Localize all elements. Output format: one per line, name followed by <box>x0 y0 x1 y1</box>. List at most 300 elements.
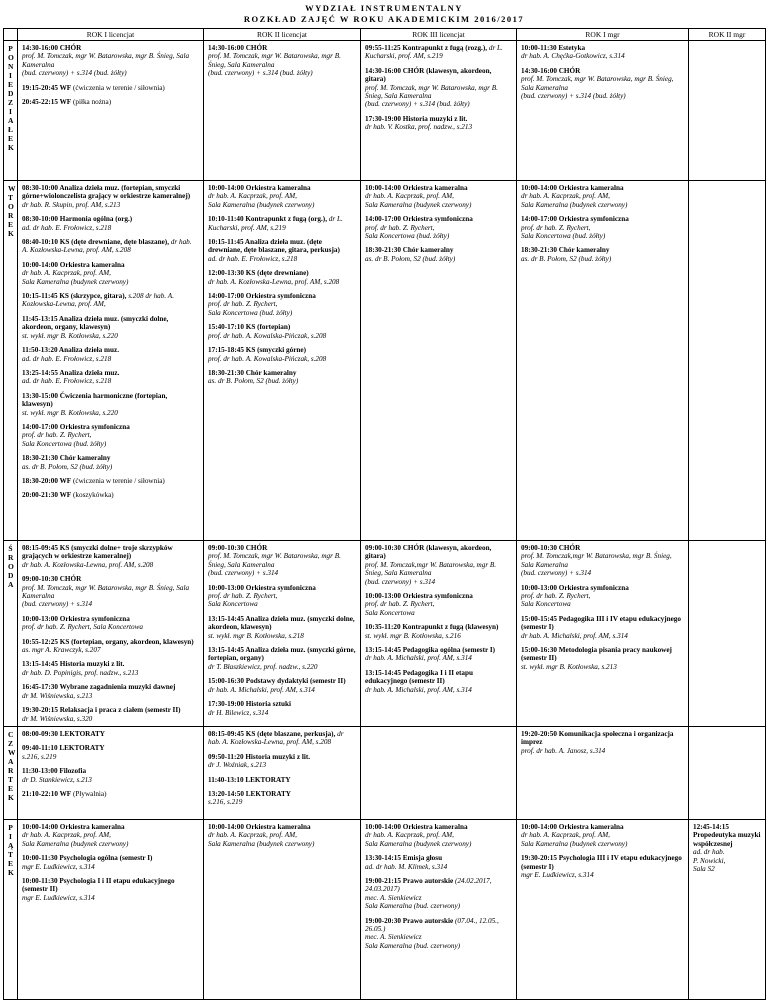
class-detail: ad. dr hab. E. Frołowicz, s.218 <box>22 354 112 363</box>
class-detail: dr hab. A. Michalski, prof. AM, s.314 <box>521 631 628 640</box>
class-title-line <box>208 753 356 761</box>
class-detail: dr hab. D. Popinigis, prof. nadzw., s.213 <box>22 668 139 677</box>
day-row <box>4 726 766 819</box>
day-letter: R <box>8 211 14 220</box>
class-title-line <box>208 584 356 592</box>
class-entry <box>208 184 356 209</box>
class-detail: prof. dr hab. A. Kowalska-Pińczak, s.208 <box>208 354 327 363</box>
class-detail: dr hab. A. Kozłowska-Lewna, prof. AM, s.208 <box>208 277 340 286</box>
class-entry <box>208 700 356 717</box>
schedule-cell <box>517 541 689 727</box>
class-title: 10:00-14:00 Orkiestra kameralna <box>365 184 468 192</box>
day-letter: C <box>8 729 14 739</box>
class-detail: Sala Kameralna (budynek czerwony) <box>365 839 472 848</box>
class-entry <box>208 776 356 784</box>
class-entry <box>22 454 199 471</box>
class-detail: dr hab. A. Kacprzak, prof. AM, <box>208 831 297 840</box>
class-entry <box>208 292 356 317</box>
class-entry <box>22 215 199 232</box>
class-detail: ad. dr hab. M. Klimek, s.314 <box>365 862 448 871</box>
day-letter: R <box>8 553 14 562</box>
class-detail: prof. M. Tomczak,mgr W. Batarowska, mgr B. Śnieg, Sala Kameralna <box>365 560 497 578</box>
class-title-line <box>22 544 199 561</box>
class-entry <box>22 575 199 609</box>
class-entry <box>521 615 684 640</box>
class-entry <box>365 115 512 132</box>
class-title-line <box>22 575 199 583</box>
class-entry <box>521 44 684 61</box>
class-detail: (bud. czerwony) + s.314 <box>365 577 436 586</box>
class-title-line <box>22 215 199 223</box>
class-title: 13:30-14:15 Emisja głosu <box>365 854 443 863</box>
schedule-cell <box>517 726 689 819</box>
class-entry <box>365 917 512 951</box>
class-entry <box>22 238 199 255</box>
class-detail: Sala Kameralna (budynek czerwony) <box>208 839 315 848</box>
class-title-line <box>208 615 356 632</box>
schedule-cell <box>18 41 204 181</box>
class-detail: Sala Koncertowa (bud. żółty) <box>521 232 606 241</box>
class-title-line <box>22 369 199 377</box>
class-title-line <box>365 115 512 123</box>
schedule-cell <box>204 819 361 999</box>
class-title-line <box>22 261 199 269</box>
class-title-line <box>365 246 512 254</box>
schedule-cell <box>204 541 361 727</box>
class-title: 19:30-20:15 Relaksacja i praca z ciałem (semestr II) <box>22 706 181 715</box>
class-entry <box>208 215 356 232</box>
class-title: 09:00-10:30 CHÓR (klawesyn, akordeon, gitara) <box>365 544 492 561</box>
class-detail: Sala Kameralna (bud. czerwony) <box>365 902 461 911</box>
class-detail: (bud. czerwony) + s.314 <box>22 600 93 609</box>
class-title: 08:00-09:30 LEKTORATY <box>22 729 105 738</box>
class-title: 10:00-14:00 Orkiestra kameralna <box>365 822 468 831</box>
schedule-cell <box>204 41 361 181</box>
class-entry <box>365 184 512 209</box>
day-letter: K <box>8 792 14 802</box>
class-detail: dr hab. A. Kacprzak, prof. AM, <box>521 831 610 840</box>
class-title-line <box>365 877 512 894</box>
schedule-cell <box>517 181 689 541</box>
class-title: 10:00-14:00 Orkiestra kameralna <box>521 184 624 192</box>
class-detail: Sala Koncertowa (bud. żółty) <box>22 439 107 448</box>
class-detail: prof. M. Tomczak, mgr W. Batarowska, mgr B. Śnieg, Sala Kameralna <box>22 583 190 601</box>
class-title: 10:00-13:00 Orkiestra symfoniczna <box>365 592 473 601</box>
class-title-line <box>365 544 512 561</box>
class-detail: dr hab. R. Skupin, prof. AM, s.213 <box>22 200 121 209</box>
class-title-line <box>22 767 199 775</box>
class-detail: (bud. czerwony) + s.314 (bud. żółty) <box>22 69 127 78</box>
class-detail: as. dr B. Połom, S2 (bud. żółty) <box>208 377 299 386</box>
class-entry <box>208 269 356 286</box>
class-title-line <box>208 269 356 277</box>
class-title-line <box>365 917 512 934</box>
class-entry <box>22 292 199 309</box>
class-note: (ćwiczenia w terenie / siłownia) <box>71 476 165 485</box>
schedule-cell <box>361 181 517 541</box>
class-title: 10:00-13:00 Orkiestra symfoniczna <box>208 583 316 592</box>
class-title-line <box>521 730 684 747</box>
day-letter: A <box>8 580 14 589</box>
day-letter: T <box>8 193 14 202</box>
class-title: 14:30-16:00 CHÓR <box>208 44 268 52</box>
class-title: 13:15-14:45 Historia muzyki z lit. <box>22 660 125 669</box>
class-title-line <box>521 584 684 592</box>
class-title-line <box>521 854 684 871</box>
day-label <box>4 541 18 727</box>
class-detail: mgr E. Ludkiewicz, s.314 <box>22 893 95 902</box>
day-letter: Ś <box>8 544 13 553</box>
class-detail: (bud. czerwony) + s.314 <box>208 569 279 578</box>
day-letter: E <box>8 80 14 89</box>
class-title: 19:15-20:45 WF <box>22 83 72 92</box>
class-title-line <box>693 823 761 848</box>
class-title: 10:00-14:00 Orkiestra kameralna <box>22 260 125 269</box>
class-title-line <box>22 423 199 431</box>
class-detail: ad. dr hab. <box>693 848 725 857</box>
class-title: 21:10-22:10 WF <box>22 789 72 798</box>
class-entry <box>22 854 199 871</box>
day-letter: W <box>8 747 16 757</box>
class-title-line <box>365 669 512 686</box>
class-entry <box>693 823 761 873</box>
column-header: ROK II licencjat <box>204 29 361 41</box>
schedule-cell <box>689 819 766 999</box>
class-title: 10:00-14:00 Orkiestra kameralna <box>521 822 624 831</box>
class-title: 10:15-11:45 KS (skrzypce, gitara), <box>22 292 127 301</box>
class-entry <box>22 638 199 655</box>
class-title: 14:30-16:00 CHÓR (klawesyn, akordeon, gitara) <box>365 66 492 84</box>
class-title: 14:00-17:00 Orkiestra symfoniczna <box>365 215 473 224</box>
column-header: ROK I mgr <box>517 29 689 41</box>
class-detail: prof. M. Tomczak, mgr W. Batarowska, mgr B. Śnieg, Sala Kameralna <box>22 52 190 69</box>
schedule-table <box>3 28 766 1000</box>
class-detail: mec. A. Sienkiewicz <box>365 933 422 942</box>
day-letter: O <box>8 202 14 211</box>
day-letter: E <box>8 783 14 793</box>
class-detail: dr H. Bilewicz, s.314 <box>208 708 269 717</box>
class-title: 15:00-16:30 Podstawy dydaktyki (semestr II) <box>208 677 346 686</box>
class-entry <box>22 730 199 738</box>
class-title-line <box>208 776 356 784</box>
schedule-cell <box>361 819 517 999</box>
day-label <box>4 726 18 819</box>
class-title: 08:30-10:00 Analiza dzieła muz. (fortepian, smyczki górne+wiolonczelista grający w orkiestrze kameralnej) <box>22 184 191 201</box>
class-detail: prof. dr hab. Z. Rychert, Sala Koncertowa <box>22 623 143 632</box>
class-title: 11:30-13:00 Filozofia <box>22 767 87 776</box>
day-letter: A <box>8 756 14 766</box>
class-title-line <box>22 706 199 714</box>
class-detail: prof. dr hab. A. Kowalska-Pińczak, s.208 <box>208 331 327 340</box>
day-letter: D <box>8 571 14 580</box>
class-entry <box>521 67 684 101</box>
class-title: 17:30-19:00 Historia muzyki z lit. <box>365 114 468 123</box>
class-title-line <box>365 646 512 654</box>
class-entry <box>22 683 199 700</box>
column-header-row <box>4 29 766 41</box>
class-title-line <box>22 491 199 499</box>
class-entry <box>365 669 512 694</box>
schedule-cell <box>689 41 766 181</box>
class-detail: (bud. czerwony) + s.314 (bud. żółty) <box>208 69 313 78</box>
class-entry <box>22 346 199 363</box>
class-detail: Sala S2 <box>693 864 715 873</box>
day-letter: Z <box>8 738 14 748</box>
class-title: 17:15-18:45 KS (smyczki górne) <box>208 346 307 355</box>
schedule-cell <box>361 541 517 727</box>
schedule-cell <box>18 819 204 999</box>
class-detail: dr hab. A. Kacprzak, prof. AM, <box>208 192 297 201</box>
class-title-line <box>365 67 512 84</box>
class-detail: (bud. czerwony) + s.314 (bud. żółty) <box>365 100 470 109</box>
day-letter: E <box>8 134 14 143</box>
class-note: (ćwiczenia w terenie / siłownia) <box>71 83 165 92</box>
page-header <box>0 0 768 25</box>
class-title-line <box>22 346 199 354</box>
class-detail: dr M. Wiśniewska, s.320 <box>22 714 93 723</box>
day-letter: Ą <box>8 840 14 850</box>
schedule-title: ROZKŁAD ZAJĘĆ W ROKU AKADEMICKIM 2016/2017 <box>243 14 525 24</box>
class-title-line <box>22 854 199 862</box>
class-detail: dr D. Stankiewicz, s.213 <box>22 775 92 784</box>
class-title-line <box>365 854 512 862</box>
class-detail: dr hab. A. Kacprzak, prof. AM, <box>521 192 610 201</box>
class-title: 18:30-20:00 WF <box>22 476 72 485</box>
class-title: 10:00-14:00 Orkiestra kameralna <box>208 822 311 831</box>
class-title: 13:15-14:45 Pedagogika I i II etapu edukacyjnego (semestr II) <box>365 668 474 686</box>
class-title-line <box>365 44 512 61</box>
class-title-line <box>22 744 199 752</box>
class-entry <box>22 477 199 485</box>
schedule-cell <box>18 726 204 819</box>
class-detail: as. dr B. Połom, S2 (bud. żółty) <box>22 462 113 471</box>
class-detail: Sala Kameralna (budynek czerwony) <box>22 839 129 848</box>
day-letter: A <box>8 116 14 125</box>
class-detail: prof. M. Tomczak,mgr W. Batarowska, mgr B. Śnieg, Sala Kameralna <box>521 552 672 569</box>
class-title-line <box>22 98 199 106</box>
class-title: 10:00-14:00 Orkiestra kameralna <box>22 822 125 831</box>
class-title-line <box>521 615 684 632</box>
day-letter: I <box>9 107 12 116</box>
class-title-line <box>365 184 512 192</box>
class-detail: as. dr B. Połom, S2 (bud. żółty) <box>521 254 612 263</box>
class-detail: dr hab. A. Kozłowska-Lewna, prof. AM, s.208 <box>22 560 154 569</box>
class-title: 12:45-14:15 Propedeutyka muzyki współczesnej <box>693 822 761 848</box>
day-letter: I <box>9 831 12 841</box>
class-note: dr L. Kucharski, prof. AM, s.219 <box>365 44 503 61</box>
class-entry <box>208 753 356 770</box>
class-entry <box>365 623 512 640</box>
class-entry <box>22 369 199 386</box>
class-entry <box>365 544 512 586</box>
class-title: 09:00-10:30 CHÓR <box>521 544 581 552</box>
class-entry <box>22 84 199 92</box>
class-title: 10:00-14:00 Orkiestra kameralna <box>208 184 311 192</box>
class-detail: Sala Kameralna (budynek czerwony) <box>208 200 315 209</box>
class-title-line <box>521 44 684 52</box>
class-note: (24.02.2017, 24.03.2017) <box>365 876 492 894</box>
class-title: 10:10-11:40 Kontrapunkt z fugą (org.), <box>208 215 327 224</box>
class-entry <box>365 215 512 240</box>
class-entry <box>22 44 199 78</box>
class-entry <box>22 544 199 569</box>
schedule-cell <box>689 181 766 541</box>
class-title-line <box>22 638 199 646</box>
class-title: 18:30-21:30 Chór kameralny <box>22 454 111 463</box>
day-letter: I <box>9 71 12 80</box>
class-detail: P. Nowicki, <box>693 856 726 865</box>
class-entry <box>365 854 512 871</box>
class-entry <box>22 877 199 902</box>
class-title: 20:45-22:15 WF <box>22 98 72 107</box>
class-detail: st. wykł. mgr B. Kotłowska, s.213 <box>521 662 617 671</box>
class-title: 19:00-20:30 Prawo autorskie <box>365 916 454 925</box>
day-letter: D <box>8 89 14 98</box>
class-title: 15:00-15:45 Pedagogika III i IV etapu edukacyjnego (semestr I) <box>521 614 681 632</box>
class-title: 18:30-21:30 Chór kameralny <box>365 246 454 255</box>
class-title-line <box>22 392 199 409</box>
class-detail: Sala Kameralna (budynek czerwony) <box>365 200 472 209</box>
class-detail: prof. dr hab. A. Janosz, s.314 <box>521 746 606 755</box>
class-detail: dr hab. A. Kacprzak, prof. AM, <box>365 831 454 840</box>
class-title: 13:15-14:45 Analiza dzieła muz. (smyczki górne, fortepian, organy) <box>208 646 356 663</box>
class-detail: st. wykł. mgr B. Kotłowska, s.216 <box>365 631 461 640</box>
class-detail: dr hab. A. Kacprzak, prof. AM, <box>22 831 111 840</box>
class-note: dr hab. A. Kozłowska-Lewna, prof. AM, s.208 <box>22 238 192 255</box>
day-letter: R <box>8 765 14 775</box>
day-letter: Z <box>8 98 14 107</box>
class-title-line <box>521 646 684 663</box>
column-header: ROK I licencjat <box>18 29 204 41</box>
class-detail: dr hab. A. Kacprzak, prof. AM, <box>365 192 454 201</box>
class-note: dr L. Kucharski, prof. AM, s.219 <box>208 215 343 232</box>
class-entry <box>208 823 356 848</box>
class-title: 10:00-11:30 Psychologia ogólna (semestr I) <box>22 854 153 863</box>
class-detail: Sala Kameralna (budynek czerwony) <box>521 839 628 848</box>
day-letter: K <box>8 143 14 152</box>
class-title: 09:40-11:10 LEKTORATY <box>22 744 105 753</box>
class-title: 19:00-21:15 Prawo autorskie <box>365 876 454 885</box>
class-entry <box>208 544 356 578</box>
class-entry <box>365 877 512 911</box>
class-detail: Sala Kameralna (budynek czerwony) <box>22 277 129 286</box>
class-title: 20:00-21:30 WF <box>22 491 72 500</box>
schedule-cell <box>18 181 204 541</box>
day-letter: N <box>8 62 14 71</box>
column-header: ROK III licencjat <box>361 29 517 41</box>
class-title: 16:45-17:30 Wybrane zagadnienia muzyki dawnej <box>22 683 176 692</box>
class-title-line <box>22 615 199 623</box>
class-detail: Sala Koncertowa (bud. żółty) <box>208 308 293 317</box>
class-detail: st. wykł. mgr B. Kotłowska, s.220 <box>22 331 118 340</box>
schedule-cell <box>689 726 766 819</box>
class-title: 10:00-13:00 Orkiestra symfoniczna <box>22 614 130 623</box>
class-title: 10:00-11:30 Psychologia I i II etapu edukacyjnego (semestr II) <box>22 876 175 894</box>
class-detail: ad. dr hab. E. Frołowicz, s.218 <box>208 254 298 263</box>
day-row <box>4 541 766 727</box>
class-title: 10:35-11:20 Kontrapunkt z fugą (klawesyn) <box>365 623 499 632</box>
class-detail: as. dr B. Połom, S2 (bud. żółty) <box>365 254 456 263</box>
class-detail: prof. dr hab. Z. Rychert, <box>365 600 435 609</box>
class-entry <box>365 44 512 61</box>
class-title-line <box>22 790 199 798</box>
class-detail: Sala Koncertowa <box>208 600 258 609</box>
schedule-cell <box>517 819 689 999</box>
class-detail: prof. dr hab. Z. Rychert, <box>22 431 92 440</box>
class-detail: dr hab. A. Kacprzak, prof. AM, <box>22 269 111 278</box>
class-note: s.208 dr hab. A. Kozłowska-Lewna, prof. AM, <box>22 292 174 309</box>
class-title: 11:40-13:10 LEKTORATY <box>208 775 291 784</box>
class-detail: prof. dr hab. Z. Rychert, <box>208 592 278 601</box>
day-letter: K <box>8 229 14 238</box>
class-entry <box>22 767 199 784</box>
class-title: 08:15-09:45 KS (smyczki dolne+ troje skrzypków grających w orkiestrze kameralnej) <box>22 544 173 561</box>
class-title-line <box>22 454 199 462</box>
class-entry <box>22 423 199 448</box>
class-title-line <box>22 683 199 691</box>
schedule-cell <box>18 541 204 727</box>
day-letter: E <box>8 220 14 229</box>
class-detail: dr hab. A. Chęćka-Gotkowicz, s.314 <box>521 52 625 61</box>
class-detail: dr T. Błaszkiewicz, prof. nadzw., s.220 <box>208 662 318 671</box>
schedule-cell <box>204 726 361 819</box>
class-entry <box>22 98 199 106</box>
class-title: 09:50-11:20 Historia muzyki z lit. <box>208 752 311 761</box>
class-entry <box>365 592 512 617</box>
class-entry <box>521 854 684 879</box>
day-row <box>4 41 766 181</box>
class-detail: st. wykł. mgr B. Kotłowska, s.218 <box>208 631 304 640</box>
class-title-line <box>22 315 199 332</box>
class-title-line <box>22 184 199 201</box>
day-row <box>4 181 766 541</box>
class-entry <box>22 392 199 417</box>
class-title-line <box>22 84 199 92</box>
day-letter: T <box>8 849 14 859</box>
class-detail: Sala Kameralna (bud. czerwony) <box>365 941 461 950</box>
class-title: 10:00-13:00 Orkiestra symfoniczna <box>521 583 629 592</box>
class-entry <box>521 823 684 848</box>
class-title-line <box>208 823 356 831</box>
class-detail: (bud. czerwony) + s.314 (bud. żółty) <box>521 92 626 101</box>
class-detail: dr hab. V. Kostka, prof. nadzw., s.213 <box>365 123 473 132</box>
day-letter: W <box>8 184 16 193</box>
class-title: 15:00-16:30 Metodologia pisania pracy naukowej (semestr II) <box>521 646 672 663</box>
class-detail: prof. M. Tomczak, mgr W. Batarowska, mgr B. Śnieg, Sala Kameralna <box>208 52 341 69</box>
class-entry <box>521 646 684 671</box>
class-title-line <box>365 823 512 831</box>
class-note: (piłka nożna) <box>71 98 112 107</box>
class-title: 09:55-11:25 Kontrapunkt z fugą (rozg.), <box>365 44 488 52</box>
class-entry <box>22 261 199 286</box>
class-detail: ad. dr hab. E. Frołowicz, s.218 <box>22 223 112 232</box>
class-title: 14:00-17:00 Orkiestra symfoniczna <box>521 215 629 224</box>
class-title: 15:40-17:10 KS (fortepian) <box>208 323 291 332</box>
class-detail: prof. dr hab. Z. Rychert, <box>521 592 591 601</box>
class-title: 17:30-19:00 Historia sztuki <box>208 700 292 709</box>
class-entry <box>22 660 199 677</box>
class-entry <box>208 584 356 609</box>
class-detail: dr hab. A. Michalski, prof. AM, s.314 <box>208 685 315 694</box>
class-entry <box>22 790 199 798</box>
class-title: 19:30-20:15 Psychologia III i IV etapu edukacyjnego (semestr I) <box>521 854 682 871</box>
class-title: 11:50-13:20 Analiza dzieła muz. <box>22 346 120 355</box>
class-detail: mec. A. Sienkiewicz <box>365 893 422 902</box>
class-title-line <box>22 877 199 894</box>
class-detail: ad. dr hab. E. Frołowicz, s.218 <box>22 377 112 386</box>
class-detail: as. mgr A. Krawczyk, s.207 <box>22 646 101 655</box>
class-entry <box>208 677 356 694</box>
